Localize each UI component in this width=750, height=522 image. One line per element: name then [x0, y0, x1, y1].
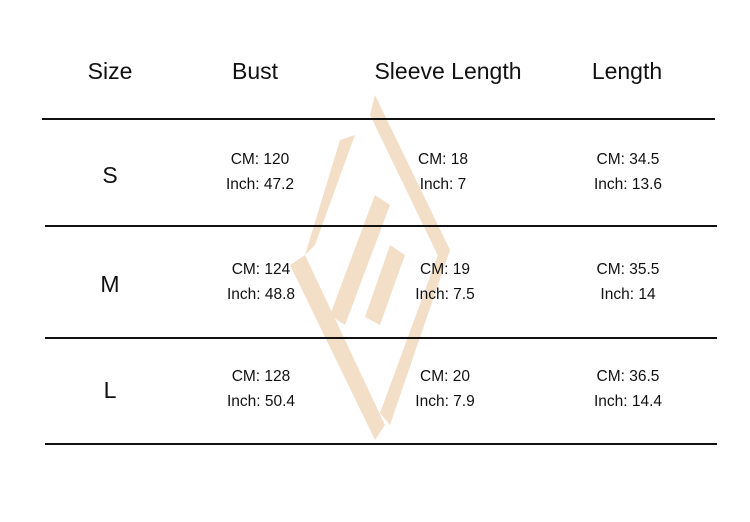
- header-bust: Bust: [231, 58, 279, 84]
- size-label-s: S: [102, 162, 118, 188]
- bust-inch: Inch: 50.4: [226, 393, 296, 410]
- sleeve-cm: CM: 20: [420, 368, 470, 385]
- bust-cm: CM: 128: [231, 368, 291, 385]
- bust-cm: CM: 124: [231, 261, 291, 278]
- bust-inch: Inch: 47.2: [225, 176, 295, 193]
- length-cell: [553, 147, 703, 197]
- table-divider: [42, 118, 715, 120]
- bust-cell: [186, 257, 336, 307]
- size-label-m: M: [100, 271, 120, 297]
- length-cell: [553, 257, 703, 307]
- length-cell: [553, 364, 703, 414]
- bust-cm: CM: 120: [230, 151, 290, 168]
- header-size: Size: [87, 58, 133, 84]
- sleeve-cell: [368, 147, 518, 197]
- bust-cell: [186, 364, 336, 414]
- bust-inch: Inch: 48.8: [226, 286, 296, 303]
- sleeve-cell: [370, 257, 520, 307]
- length-cm: CM: 36.5: [596, 368, 660, 385]
- header-sleeve-length: Sleeve Length: [374, 58, 522, 84]
- sleeve-cm: CM: 19: [420, 261, 470, 278]
- sleeve-inch: Inch: 7.9: [415, 393, 475, 410]
- sleeve-inch: Inch: 7.5: [415, 286, 475, 303]
- header-length: Length: [591, 58, 663, 84]
- length-inch: Inch: 13.6: [593, 176, 663, 193]
- sleeve-cm: CM: 18: [418, 151, 468, 168]
- length-inch: Inch: 14: [600, 286, 656, 303]
- table-divider: [45, 443, 717, 445]
- table-divider: [45, 225, 717, 227]
- sleeve-inch: Inch: 7: [419, 176, 467, 193]
- table-divider: [45, 337, 717, 339]
- sleeve-cell: [370, 364, 520, 414]
- bust-cell: [185, 147, 335, 197]
- size-label-l: L: [103, 377, 117, 403]
- length-cm: CM: 35.5: [596, 261, 660, 278]
- length-inch: Inch: 14.4: [593, 393, 663, 410]
- length-cm: CM: 34.5: [596, 151, 660, 168]
